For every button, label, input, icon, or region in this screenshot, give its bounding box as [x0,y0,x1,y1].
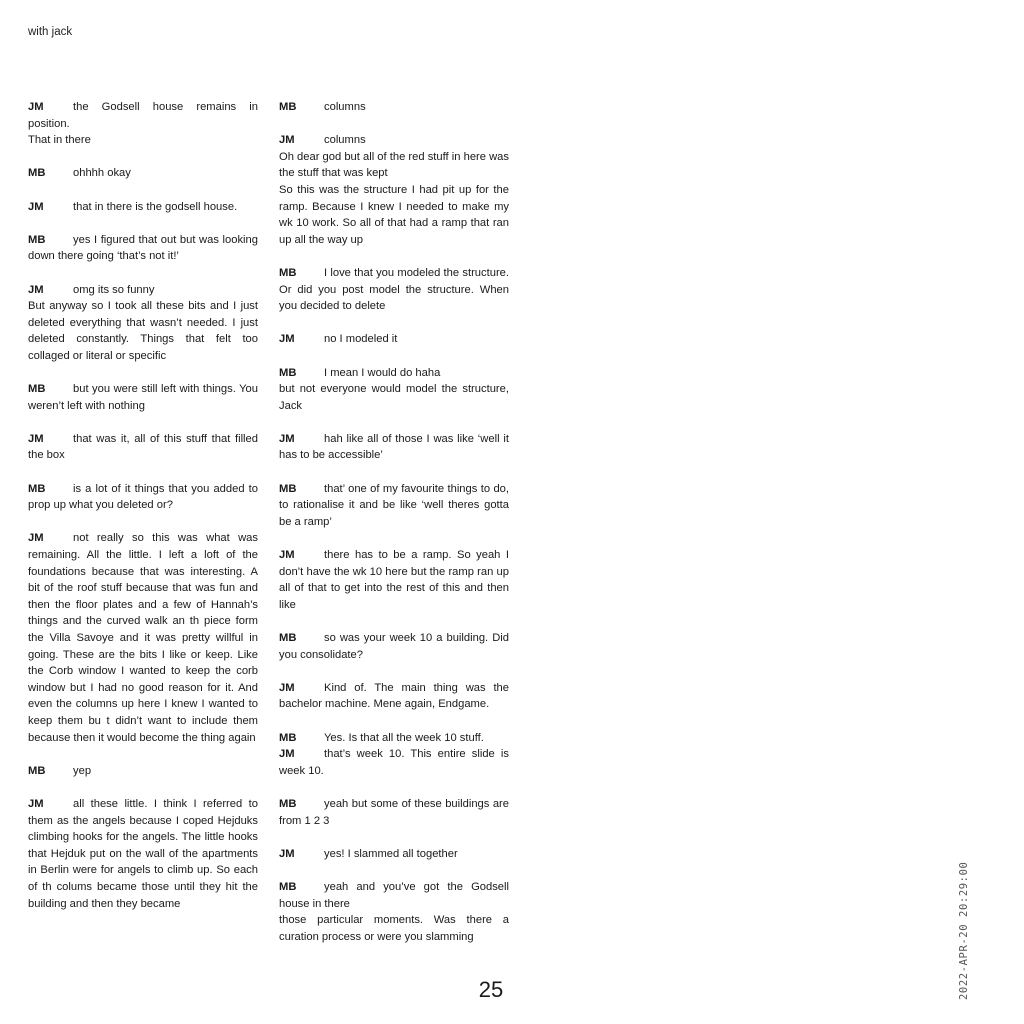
dialogue-entry [279,730,509,747]
print-timestamp: 2022-APR-20 20:29:00 [958,861,970,1000]
speaker-label: JM [279,432,295,445]
speaker-label: MB [279,482,297,495]
dialogue-text: yeah and you’ve got the Godsell house in there those particular moments. Was there a curation process or were you slamming [279,880,509,943]
dialogue-entry [279,547,509,613]
speaker-label: MB [28,383,46,396]
dialogue-text: I mean I would do haha but not everyone would model the structure, Jack [279,366,509,412]
dialogue-entry [279,796,509,829]
dialogue-entry [28,763,258,780]
left-column [28,99,258,929]
speaker-label: JM [279,681,295,694]
page-number: 25 [478,977,504,1002]
dialogue-entry [279,331,509,348]
dialogue-text: columns [324,101,366,113]
speaker-label: JM [279,847,295,860]
dialogue-entry [279,879,509,945]
dialogue-entry [279,846,509,863]
speaker-label: MB [28,167,46,180]
speaker-label: MB [28,482,46,495]
dialogue-entry [279,481,509,531]
dialogue-entry [28,796,258,912]
dialogue-text: Yes. Is that all the week 10 stuff. [324,731,484,744]
dialogue-entry [279,630,509,663]
dialogue-text: that’s week 10. This entire slide is week 10. [279,748,509,777]
speaker-label: MB [279,797,297,810]
dialogue-text: yep [73,764,92,777]
dialogue-text: ohhhh okay [73,167,131,180]
dialogue-entry [279,746,509,779]
dialogue-entry [279,99,509,116]
dialogue-text: so was your week 10 a building. Did you consolidate? [279,632,509,661]
dialogue-text: the Godsell house remains in position. That in there [28,101,258,147]
dialogue-entry [28,381,258,414]
speaker-label: JM [279,549,295,562]
dialogue-entry [28,99,258,149]
dialogue-entry [28,282,258,365]
dialogue-entry [279,132,509,248]
document-header: with jack [28,26,73,38]
dialogue-entry [279,365,509,415]
dialogue-text: that in there is the godsell house. [73,200,238,213]
dialogue-entry [28,530,258,746]
dialogue-entry [279,680,509,713]
speaker-label: JM [28,797,44,810]
dialogue-text: there has to be a ramp. So yeah I don’t have the wk 10 here but the ramp ran up all of that to get into the rest of this and then like [279,549,509,611]
speaker-label: MB [279,880,297,893]
dialogue-text: no I modeled it [324,333,398,346]
speaker-label: MB [279,366,297,379]
speaker-label: MB [279,101,297,113]
right-column [279,99,509,962]
speaker-label: JM [279,134,295,147]
speaker-label: MB [28,764,46,777]
speaker-label: JM [28,101,44,113]
dialogue-text: all these little. I think I referred to them as the angels because I coped Hejduks climbing hooks for the angels. The little hooks that Hejduk put on the wall of the apartments in Berlin were for angels to climb up. So each of th colums became those until they hit the building and then they became [28,797,258,910]
dialogue-text: that was it, all of this stuff that filled the box [28,432,258,462]
dialogue-entry [28,165,258,182]
dialogue-entry [28,481,258,514]
dialogue-entry [28,232,258,265]
speaker-label: JM [279,748,295,761]
dialogue-text: not really so this was what was remaining. All the little. I left a loft of the foundations because that was interesting. A bit of the roof stuff because that was fun and then the floor plates and a few of Hannah’s things and the curved walk an th piece form the Villa Savoye and it was pretty willful in going. These are the bits I like or keep. Like the Corb window I wanted to keep the corb window but I had no good reason for it. And even the columns up here I knew I wanted to keep them bu t didn’t want to include them because then it would become the thing again [28,532,258,744]
speaker-label: JM [28,532,44,545]
dialogue-text: columns Oh dear god but all of the red stuff in here was the stuff that was kept So this was the structure I had pit up for the ramp. Because I knew I needed to make my wk 10 work. So all of that had a ramp that ran up all the way up [279,134,509,246]
speaker-label: MB [279,266,297,279]
dialogue-text: that’ one of my favourite things to do, to rationalise it and be like ‘well theres gotta be a ramp’ [279,482,509,528]
dialogue-text: omg its so funny But anyway so I took all these bits and I just deleted everything that wasn’t needed. I just deleted constantly. Things that felt too collaged or literal or specific [28,283,258,362]
dialogue-text: hah like all of those I was like ‘well it has to be accessible’ [279,432,509,462]
dialogue-entry [28,431,258,464]
dialogue-text: Kind of. The main thing was the bachelor machine. Mene again, Endgame. [279,681,509,711]
dialogue-entry [279,431,509,464]
speaker-label: JM [28,283,44,296]
dialogue-text: yes I figured that out but was looking down there going ‘that’s not it!’ [28,233,258,263]
dialogue-text: yes! I slammed all together [324,847,458,860]
speaker-label: JM [279,333,295,346]
speaker-label: MB [279,731,297,744]
speaker-label: MB [279,632,297,644]
dialogue-entry [279,265,509,315]
dialogue-text: I love that you modeled the structure. Or did you post model the structure. When you decided to delete [279,266,509,313]
speaker-label: JM [28,200,44,213]
dialogue-text: is a lot of it things that you added to prop up what you deleted or? [28,482,258,512]
dialogue-entry [28,199,258,216]
dialogue-text: yeah but some of these buildings are from 1 2 3 [279,797,509,827]
speaker-label: MB [28,233,46,246]
dialogue-text: but you were still left with things. You weren’t left with nothing [28,383,258,412]
speaker-label: JM [28,432,44,445]
